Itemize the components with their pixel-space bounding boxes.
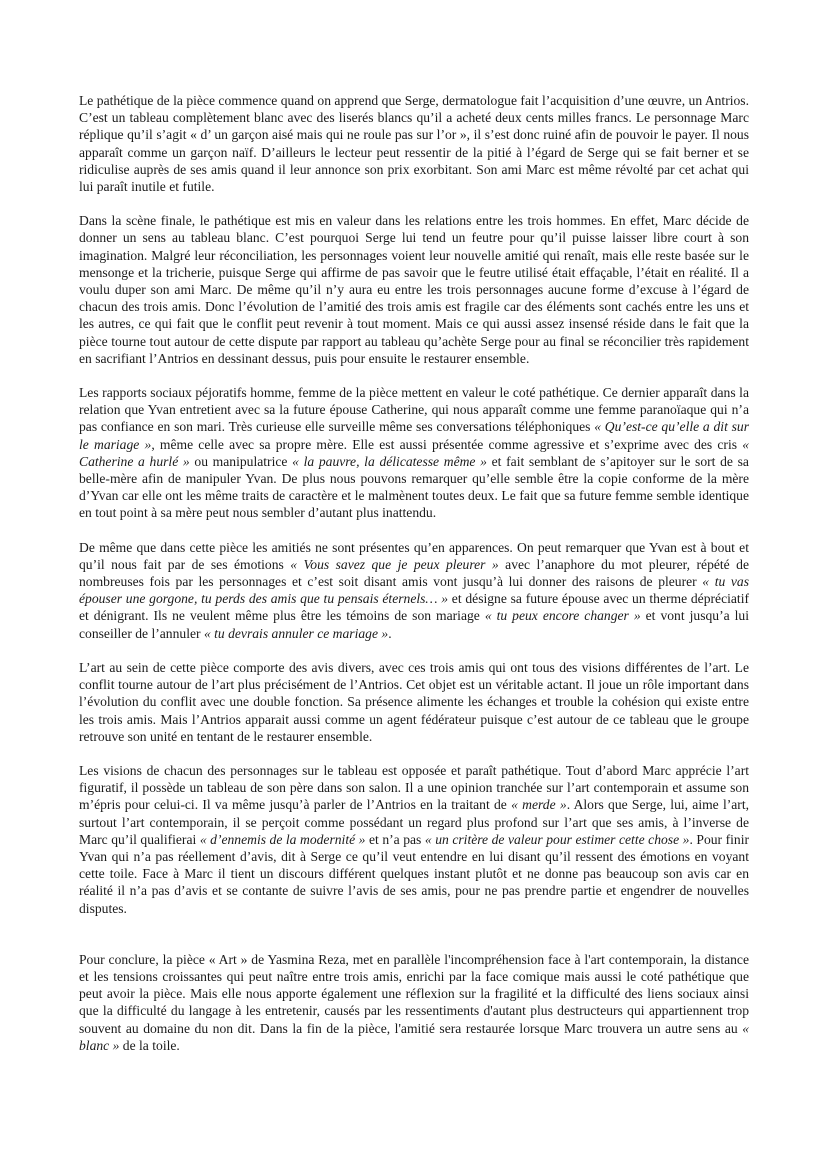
- text-run: Les rapports sociaux péjoratifs homme, femme de la pièce mettent en valeur le coté pathétique. Ce dernier apparaît dans la relation que Yvan entretient avec sa la future épouse Catherine, qui nous apparaît comme une femme paranoïaque qui n’a pas confiance en son mari. Très curieuse elle surveille même ses conversations téléphoniques: [79, 385, 749, 435]
- text-run: . Alors que Serge, lui, aime l’art, surtout l’art contemporain, il se perçoit comme possédant un regard plus profond sur l’art que ses amis, à l’inverse de Marc qu’il qualifierai: [79, 797, 750, 847]
- quote-run: « blanc »: [79, 1020, 749, 1053]
- quote-run: « Qu’est-ce qu’elle a dit sur le mariage »: [79, 419, 749, 452]
- text-run: avec l’anaphore du mot pleurer, répété de nombreuses fois par les personnages et c’est soit disant amis vont jusqu’à lui donner des raisons de pleurer: [79, 556, 749, 590]
- text-run: , même celle avec sa propre mère. Elle est aussi présentée comme agressive et s’exprime avec des cris: [151, 436, 743, 452]
- text-run: et désigne sa future épouse avec un therme dépréciatif et dénigrant. Ils ne veulent même plus être les témoins de son mariage: [79, 591, 749, 624]
- quote-run: « un critère de valeur pour estimer cette chose »: [424, 831, 690, 847]
- quote-run: « tu devrais annuler ce mariage »: [203, 625, 389, 641]
- document-page: [79, 92, 749, 1071]
- quote-run: « Catherine a hurlé »: [79, 436, 750, 469]
- quote-run: « d’ennemis de la modernité »: [199, 831, 366, 847]
- paragraph-friendships: [79, 539, 749, 642]
- quote-run: « Vous savez que je peux pleurer »: [290, 556, 499, 572]
- text-run: et vont jusqu’a lui conseiller de l’annuler: [79, 608, 749, 641]
- text-run: et fait semblant de s’apitoyer sur le sort de sa belle-mère afin de manipuler Yvan. De plus nous pouvons remarquer qu’elle semble être la copie conforme de la mère d’Yvan car elle ont les même traits de caractère et le malmènent toutes deux. Le fait que sa future femme semble identique en tout point à sa mère peut nous sembler d’autant plus inattendu.: [79, 453, 749, 521]
- text-run: et n’a pas: [365, 831, 425, 847]
- paragraph-final-scene: [79, 212, 749, 367]
- text-run: Les visions de chacun des personnages sur le tableau est opposée et paraît pathétique. Tout d’abord Marc apprécie l’art figuratif, il possède un tableau de son père dans son salon. Il a une opinion tranchée sur l’art contemporain et assume son m’épris pour celui-ci. Il va même jusqu’à parler de l’Antrios en la traitant de: [79, 762, 749, 813]
- paragraph-conclusion: [79, 951, 749, 1054]
- text-run: L’art au sein de cette pièce comporte des avis divers, avec ces trois amis qui ont tous des visions différentes de l’art. Le conflit tourne autour de l’art plus précisément de l’Antrios. Cet objet est un véritable actant. Il joue un rôle important dans l’évolution du conflit avec une double fonction. Sa présence alimente les échanges et trouble la cohésion qui existe entre les trois amis. Mais l’Antrios apparait aussi comme un agent fédérateur puisque c’est autour de ce tableau que le groupe retrouve son unité en tentant de le restaurer ensemble.: [79, 659, 749, 744]
- text-run: Pour conclure, la pièce « Art » de Yasmina Reza, met en parallèle l'incompréhension face à l'art contemporain, la distance et les tensions croissantes qui peut naître entre trois amis, enrichi par la face comique mais aussi le coté pathétique que peut avoir la pièce. Mais elle nous apporte également une réflexion sur la fragilité et la difficulté des liens sociaux ainsi que la difficulté du langage à les entretenir, causés par les ressentiments d'autant plus destructeurs qui appartiennent trop souvent au domaine du non dit. Dans la fin de la pièce, l'amitié sera restaurée lorsque Marc trouvera un autre sens au: [79, 951, 749, 1036]
- text-run: .: [388, 625, 392, 641]
- quote-run: « merde »: [511, 797, 567, 813]
- paragraph-social-relations: [79, 384, 749, 522]
- text-run: ou manipulatrice: [189, 453, 293, 469]
- text-run: de la toile.: [119, 1037, 180, 1053]
- quote-run: « tu peux encore changer »: [484, 608, 641, 624]
- text-run: De même que dans cette pièce les amitiés ne sont présentes qu’en apparences. On peut remarquer que Yvan est à bout et qu’il nous fait par de ses émotions: [79, 539, 749, 572]
- quote-run: « la pauvre, la délicatesse même »: [292, 453, 487, 469]
- text-run: Dans la scène finale, le pathétique est mis en valeur dans les relations entre les trois hommes. En effet, Marc décide de donner un sens au tableau blanc. C’est pourquoi Serge lui tend un feutre pour qu’il puisse laisser libre court à son imagination. Malgré leur réconciliation, les personnages voient leur nouvelle amitié qui renaît, mais elle reste basée sur le mensonge et la tricherie, puisque Serge qui affirme de pas savoir que le feutre utilisé était effaçable, l’était en réalité. Il a voulu duper son ami Marc. De même qu’il n’y aura eu entre les trois personnages aucune forme d’excuse à l’égard de chacun des trois amis. Donc l’évolution de l’amitié des trois amis est fragile car des éléments sont cachés entre les uns et les autres, ce qui fait que le conflit peut revenir à tout moment. Mais ce qui aussi assez insensé réside dans le fait que la pièce tourne tout autour de cette dispute par rapport au tableau qu’achète Serge pour au final se réconcilier très rapidement en sacrifiant l’Antrios en dessinant dessus, puis pour ensuite le restaurer ensemble.: [79, 213, 749, 366]
- paragraph-visions: [79, 762, 749, 917]
- text-run: . Pour finir Yvan qui n’a pas réellement d’avis, dit à Serge ce qu’il veut entendre en lui disant qu’il ressent des émotions en voyant cette toile. Face à Marc il tient un discours différent quelques instant plutôt et ne donne pas beaucoup son avis car en réalité il n’a pas d’avis et se contante de suivre l’avis de ses amis, pour ne pas prendre partie et engendrer de nouvelles disputes.: [79, 831, 750, 916]
- paragraph-art: [79, 659, 749, 745]
- quote-run: « tu vas épouser une gorgone, tu perds des amis que tu pensais éternels… »: [79, 574, 749, 607]
- paragraph-intro: [79, 92, 749, 195]
- text-run: Le pathétique de la pièce commence quand on apprend que Serge, dermatologue fait l’acquisition d’une œuvre, un Antrios. C’est un tableau complètement blanc avec des liserés blancs qu’il a acheté deux cents milles francs. Le personnage Marc réplique qu’il s’agit « d’ un garçon aisé mais qui ne roule pas sur l’or », il s’est donc ruiné afin de pouvoir le payer. Il nous apparaît comme un garçon naïf. D’ailleurs le lecteur peut ressentir de la pitié à l’égard de Serge qui se fait berner et se ridiculise auprès de ses amis quand il leur annonce son prix exorbitant. Son ami Marc est même révolté par cet achat qui lui paraît inutile et futile.: [79, 93, 749, 195]
